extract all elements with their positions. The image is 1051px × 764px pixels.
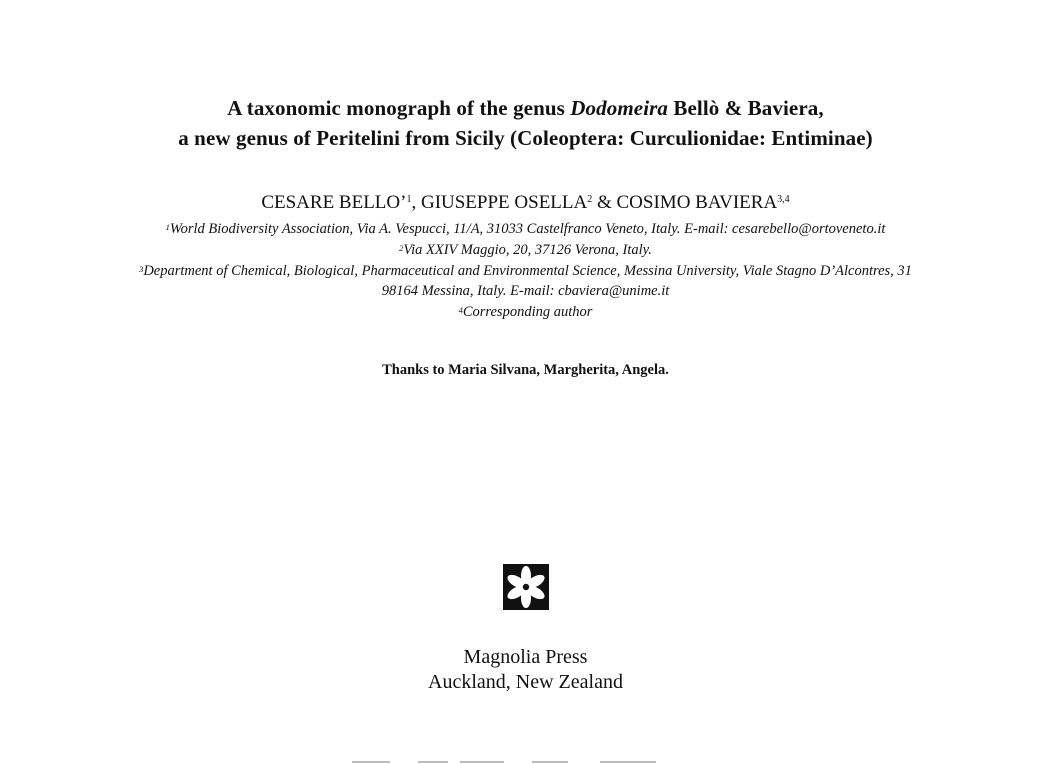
genus-name: Dodomeira — [570, 96, 669, 120]
affiliation-3 — [0, 261, 1051, 281]
author-1-affil-ref: 1 — [406, 194, 412, 205]
title-text-after-genus: Bellò & Baviera, — [668, 96, 824, 120]
title-line-1 — [0, 93, 1051, 123]
author-2-affil-ref: 2 — [587, 194, 593, 205]
affiliation-3-number: 3 — [139, 264, 144, 274]
author-1-name: CESARE BELLO’ — [261, 192, 407, 213]
affiliation-2-number: 2 — [399, 243, 404, 253]
affiliation-2 — [0, 240, 1051, 260]
publisher-name: Magnolia Press — [463, 646, 588, 668]
author-3-affil-ref: 3,4 — [777, 194, 790, 205]
author-list — [0, 190, 1051, 216]
magnolia-flower-icon — [503, 564, 549, 610]
title-line-2: a new genus of Peritelini from Sicily (Coleoptera: Curculionidae: Entiminae) — [178, 126, 873, 150]
publisher-location: Auckland, New Zealand — [428, 671, 623, 693]
affiliation-4-number: 4 — [458, 305, 463, 315]
affiliation-1-text: World Biodiversity Association, Via A. Vespucci, 11/A, 31033 Castelfranco Veneto, Italy. E-mail: cesarebello@ortoveneto.it — [169, 221, 886, 237]
affiliation-1-number: 1 — [165, 222, 170, 232]
affiliation-3-continued: 98164 Messina, Italy. E-mail: cbaviera@unime.it — [381, 283, 670, 299]
dedication: Thanks to Maria Silvana, Margherita, Angela. — [382, 362, 669, 378]
author-3-name: & COSIMO BAVIERA — [592, 192, 778, 213]
cut-off-text-line — [300, 759, 720, 764]
affiliation-1 — [0, 219, 1051, 239]
author-2-name: , GIUSEPPE OSELLA — [411, 192, 588, 213]
affiliation-2-text: Via XXIV Maggio, 20, 37126 Verona, Italy. — [403, 242, 652, 258]
affiliation-3-text-line-1: Department of Chemical, Biological, Pharmaceutical and Environmental Science, Messina University, Viale Stagno D’Alcontres, 31 — [143, 263, 912, 279]
affiliation-4 — [0, 302, 1051, 322]
title-text-before-genus: A taxonomic monograph of the genus — [227, 96, 571, 120]
corresponding-author-note: Corresponding author — [462, 304, 593, 320]
